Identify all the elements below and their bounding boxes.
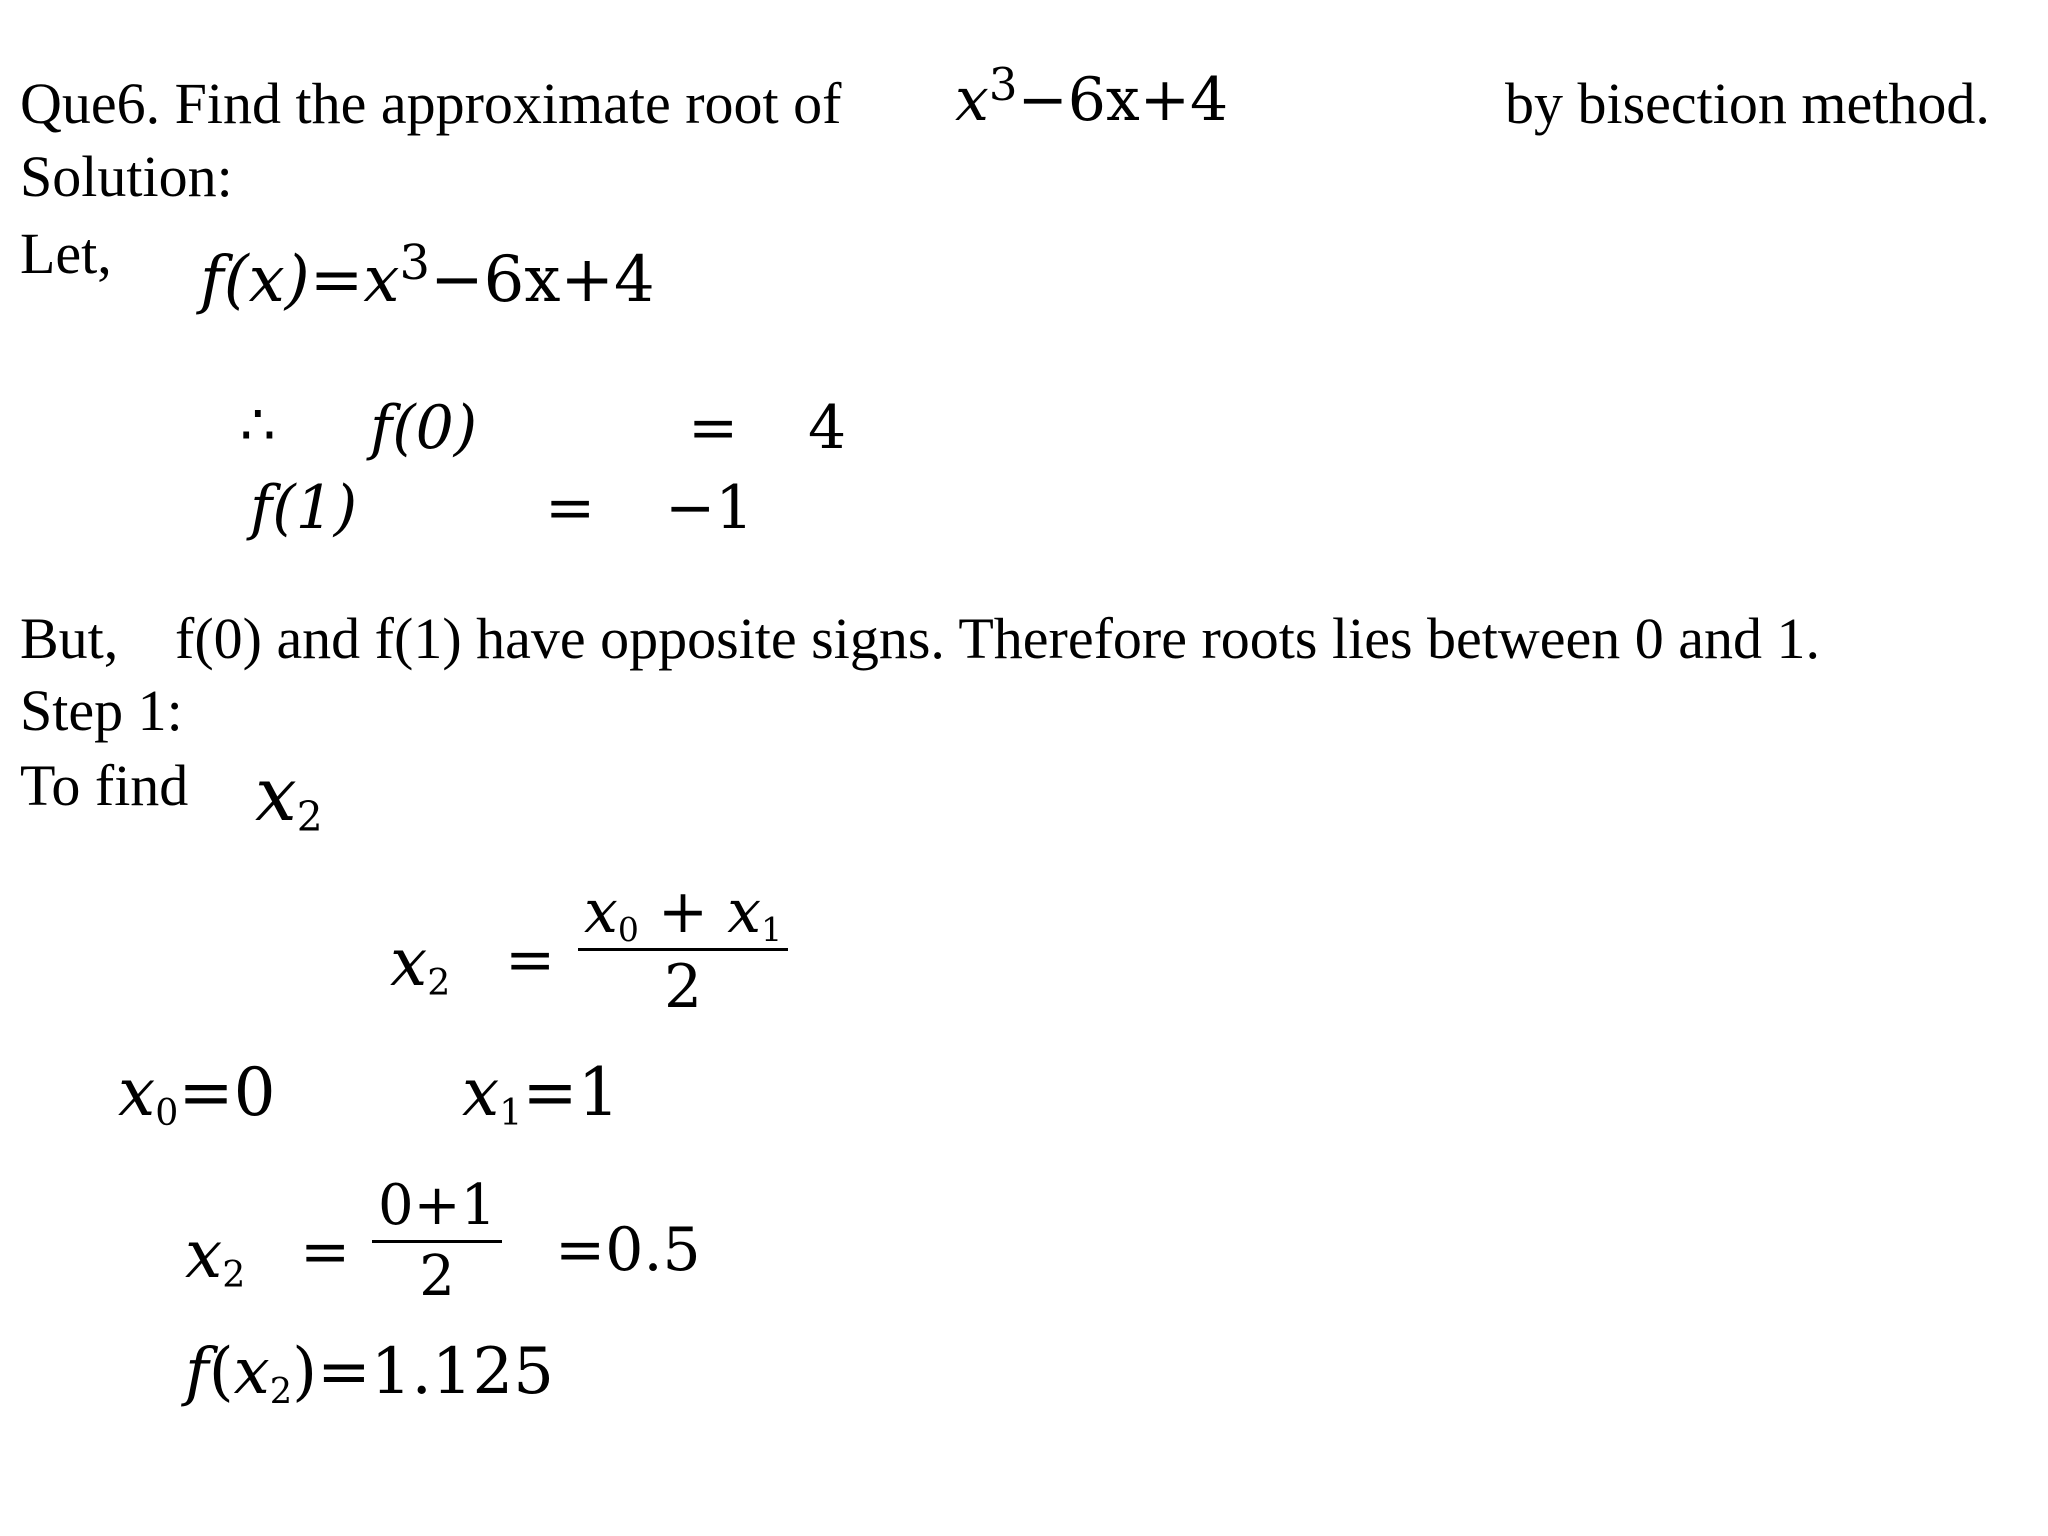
- formula-fraction: [578, 877, 788, 1022]
- let-label: Let,: [20, 221, 112, 286]
- fx2-sub: 2: [269, 1370, 293, 1412]
- to-find-x: x: [255, 752, 297, 838]
- formula-eq: =: [505, 925, 556, 995]
- fx2-close: ): [292, 1335, 318, 1409]
- calc-eq: =: [300, 1217, 351, 1287]
- f0-lhs: f(0): [370, 393, 478, 463]
- question-rest: −6x+4: [1017, 65, 1229, 135]
- formula-denominator: 2: [663, 952, 703, 1022]
- f1-eq: =: [545, 473, 596, 543]
- num-x1-var: x: [727, 877, 762, 947]
- x0-var: x: [118, 1054, 156, 1131]
- f1-rhs: −1: [665, 473, 754, 543]
- num-x0-var: x: [584, 877, 618, 947]
- f0-eq: =: [688, 393, 739, 463]
- question-expression: [955, 57, 1229, 135]
- question-var: x: [955, 65, 989, 135]
- num-x0-sub: 0: [617, 910, 639, 950]
- calc-result: =0.5: [555, 1215, 701, 1285]
- but-label: But,: [20, 606, 119, 671]
- question-prefix: Que6. Find the approximate root of: [20, 71, 842, 136]
- formula-numerator: [578, 877, 788, 951]
- calc-numerator: 0+1: [372, 1178, 502, 1243]
- fx-rest: −6x+4: [429, 243, 655, 317]
- therefore-symbol: ∴: [240, 393, 276, 458]
- calc-denominator: 2: [419, 1244, 455, 1309]
- formula-lhs: [390, 924, 451, 1005]
- fx-definition: [200, 235, 655, 317]
- fx2-line: [185, 1335, 554, 1412]
- question-exp: 3: [988, 57, 1018, 111]
- solution-label: Solution:: [20, 144, 233, 209]
- fx-exp: 3: [399, 235, 430, 292]
- formula-lhs-sub: 2: [427, 961, 451, 1005]
- question-suffix: by bisection method.: [1505, 71, 1990, 136]
- fx2-rhs: =1.125: [317, 1335, 554, 1409]
- calc-fraction: [372, 1173, 502, 1309]
- fx-lhs: f(x)=: [200, 243, 364, 317]
- x1-eq: =: [522, 1054, 578, 1131]
- fx2-open: (: [208, 1335, 234, 1409]
- fx2-var: x: [233, 1335, 270, 1409]
- step-label: Step 1:: [20, 678, 183, 743]
- x0-sub: 0: [155, 1091, 179, 1135]
- x1-val: 1: [577, 1054, 620, 1131]
- fx-var: x: [363, 243, 400, 317]
- calc-lhs: [185, 1216, 246, 1297]
- to-find-sub: 2: [296, 793, 323, 842]
- x0-eq: =: [178, 1054, 234, 1131]
- x1-sub: 1: [499, 1091, 523, 1135]
- to-find-var: [255, 752, 323, 842]
- opposite-signs-text: f(0) and f(1) have opposite signs. Therefore roots lies between 0 and 1.: [175, 606, 1820, 671]
- x1-value: [462, 1054, 620, 1135]
- calc-lhs-var: x: [185, 1216, 223, 1293]
- f0-rhs: 4: [808, 393, 847, 463]
- calc-lhs-sub: 2: [222, 1253, 246, 1297]
- x1-var: x: [462, 1054, 500, 1131]
- formula-lhs-var: x: [390, 924, 428, 1001]
- x0-value: [118, 1054, 276, 1135]
- num-plus: +: [657, 877, 709, 947]
- fx2-f: f: [185, 1335, 209, 1409]
- num-x1-sub: 1: [761, 910, 783, 950]
- x0-val: 0: [233, 1054, 276, 1131]
- to-find-label: To find: [20, 753, 189, 818]
- f1-lhs: f(1): [250, 473, 358, 543]
